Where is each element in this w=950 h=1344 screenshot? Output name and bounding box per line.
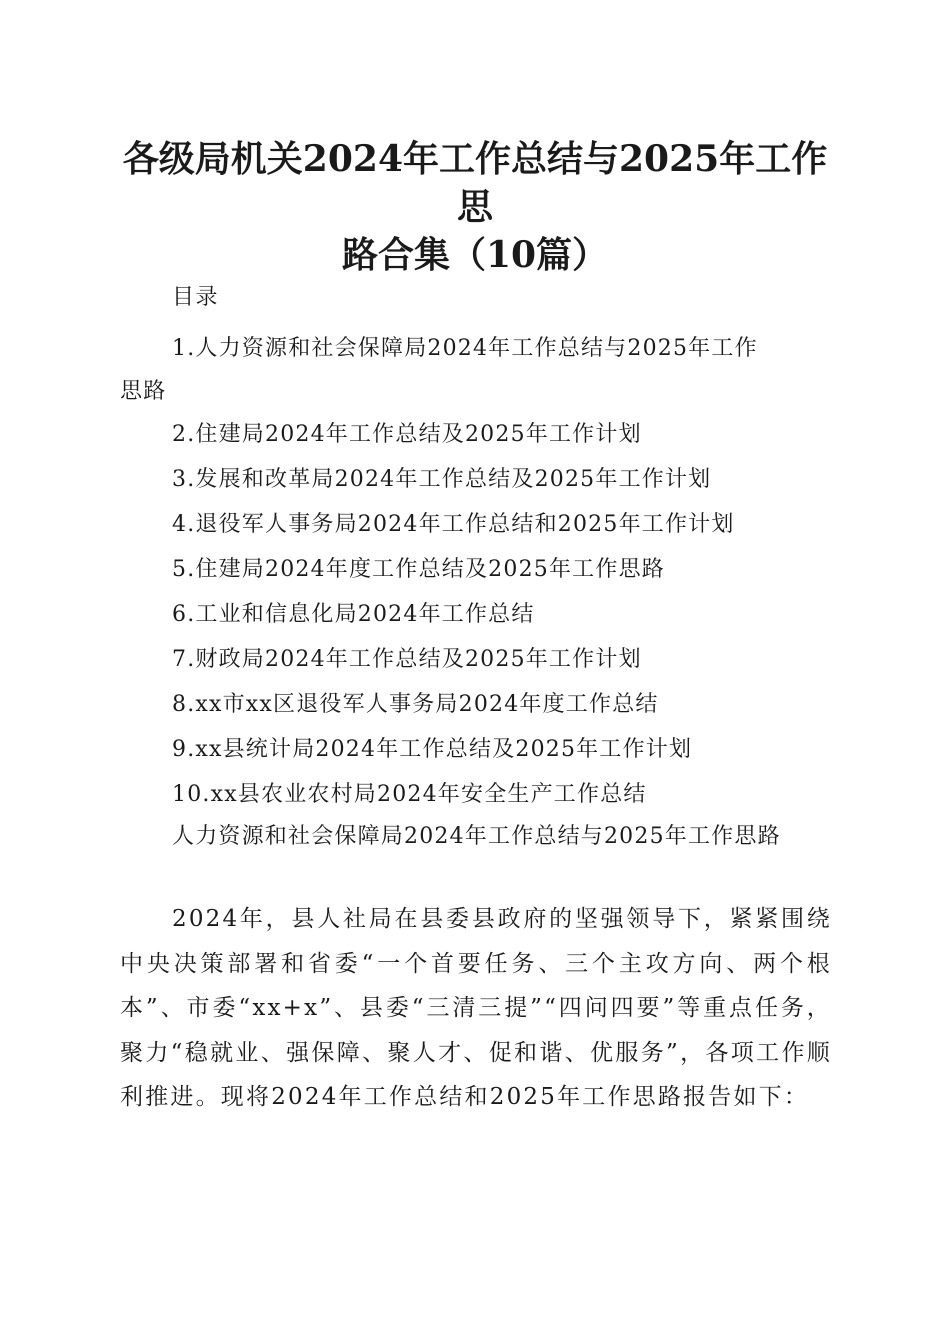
section-title: 人力资源和社会保障局2024年工作总结与2025年工作思路 <box>172 824 781 849</box>
document-title-line-1: 各级局机关2024年工作总结与2025年工作思 <box>122 138 828 228</box>
toc-item-9: 9.xx县统计局2024年工作总结及2025年工作计划 <box>172 737 693 762</box>
toc-item-3: 3.发展和改革局2024年工作总结及2025年工作计划 <box>172 467 712 492</box>
toc-item-1 <box>0 326 950 412</box>
toc-item-5: 5.住建局2024年度工作总结及2025年工作思路 <box>172 557 665 582</box>
toc-heading: 目录 <box>172 285 220 310</box>
body-paragraph: 2024年，县人社局在县委县政府的坚强领导下，紧紧围绕中央决策部署和省委“一个首要任务、三个主攻方向、两个根本”、市委“xx+x”、县委“三清三提”“四问四要”等重点任务，聚力“稳就业、强保障、聚人才、促和谐、优服务”，各项工作顺利推进。现将2024年工作总结和2025年工作思路报告如下： <box>120 906 832 1110</box>
document-title <box>110 135 840 279</box>
document-title-line-2: 路合集（10篇） <box>341 234 609 276</box>
toc-item-10: 10.xx县农业农村局2024年安全生产工作总结 <box>172 782 647 807</box>
toc-item-6: 6.工业和信息化局2024年工作总结 <box>172 602 535 627</box>
toc-item-2: 2.住建局2024年工作总结及2025年工作计划 <box>172 422 642 447</box>
toc-item-8: 8.xx市xx区退役军人事务局2024年度工作总结 <box>172 692 659 717</box>
toc-item-4: 4.退役军人事务局2024年工作总结和2025年工作计划 <box>172 512 735 537</box>
toc-item-7: 7.财政局2024年工作总结及2025年工作计划 <box>172 647 642 672</box>
toc-item-1-line-1: 1.人力资源和社会保障局2024年工作总结与2025年工作 <box>172 336 758 361</box>
toc-item-1-line-2: 思路 <box>120 379 167 404</box>
table-of-contents <box>0 326 950 817</box>
